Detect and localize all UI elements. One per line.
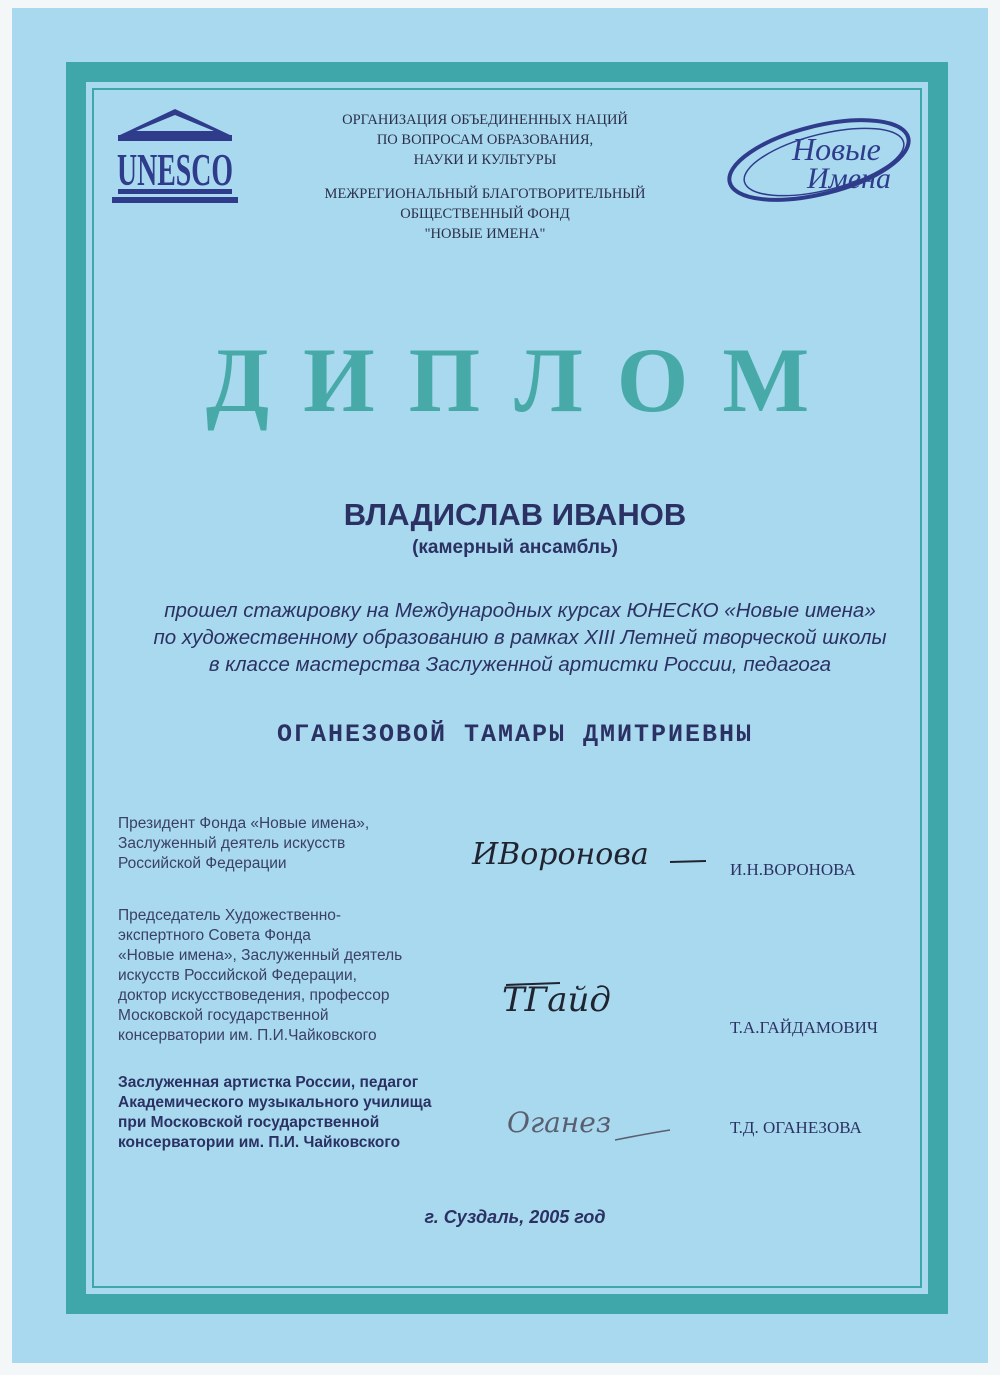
signatory-title-line: Московской государственной: [118, 1007, 329, 1024]
signatory-title-line: экспертного Совета Фонда: [118, 927, 311, 944]
signatory-title-line: Председатель Художественно-: [118, 907, 342, 924]
description-line: в классе мастерства Заслуженной артистки России, педагога: [208, 653, 832, 676]
signatory-title-line: консерватории им. П.И. Чайковского: [118, 1134, 401, 1151]
teacher-name: ОГАНЕЗОВОЙ ТАМАРЫ ДМИТРИЕВНЫ: [276, 720, 754, 749]
recipient-name: ВЛАДИСЛАВ ИВАНОВ: [343, 497, 687, 532]
signature-oganezova: [505, 1100, 685, 1150]
recipient-subtitle: (камерный ансамбль): [412, 537, 618, 558]
svg-text:Оганез: Оганез: [507, 1106, 612, 1139]
signatory-name-3: Т.Д. ОГАНЕЗОВА: [730, 1118, 862, 1137]
org-line: НАУКИ И КУЛЬТУРЫ: [413, 152, 557, 168]
new-names-logo-word2: Имена: [807, 162, 892, 195]
signature-voronova: [470, 830, 720, 880]
signatory-title-2: [118, 906, 478, 1046]
signatory-title-3: [118, 1073, 478, 1153]
new-names-logo: [712, 110, 927, 210]
diploma-title: ДИПЛОМ: [205, 329, 844, 431]
signatory-name-1: И.Н.ВОРОНОВА: [730, 860, 856, 879]
svg-text:ТГайд: ТГайд: [502, 980, 611, 1020]
place-date: г. Суздаль, 2005 год: [424, 1207, 606, 1227]
org-line: ОРГАНИЗАЦИЯ ОБЪЕДИНЕННЫХ НАЦИЙ: [342, 112, 628, 128]
description: [95, 597, 945, 678]
fund-line: "НОВЫЕ ИМЕНА": [424, 226, 546, 242]
signatory-title-line: Российской Федерации: [118, 855, 287, 872]
signatory-title-line: при Московской государственной: [118, 1114, 380, 1131]
fund-line: МЕЖРЕГИОНАЛЬНЫЙ БЛАГОТВОРИТЕЛЬНЫЙ: [324, 186, 646, 202]
signatory-title-line: «Новые имена», Заслуженный деятель: [118, 947, 403, 964]
signatory-title-line: искусств Российской Федерации,: [118, 967, 357, 984]
signatory-title-line: доктор искусствоведения, профессор: [118, 987, 390, 1004]
org-line: ПО ВОПРОСАМ ОБРАЗОВАНИЯ,: [376, 132, 594, 148]
unesco-logo-text: UNESCO: [117, 144, 233, 195]
description-line: по художественному образованию в рамках XIII Летней творческой школы: [153, 626, 887, 649]
svg-text:ИВоронова: ИВоронова: [472, 837, 649, 872]
signatory-name-2: Т.А.ГАЙДАМОВИЧ: [730, 1018, 878, 1037]
signatory-title-line: консерватории им. П.И.Чайковского: [118, 1027, 377, 1044]
description-line: прошел стажировку на Международных курсах ЮНЕСКО «Новые имена»: [164, 599, 876, 622]
signatory-title-line: Академического музыкального училища: [118, 1094, 432, 1111]
signature-gaidamovich: [500, 975, 700, 1025]
signatory-title-1: [118, 814, 478, 874]
fund-line: ОБЩЕСТВЕННЫЙ ФОНД: [400, 206, 570, 222]
new-names-logo-word1: Новые: [792, 131, 881, 167]
signatory-title-line: Президент Фонда «Новые имена»,: [118, 815, 370, 832]
signatory-title-line: Заслуженная артистка России, педагог: [118, 1074, 419, 1091]
signatory-title-line: Заслуженный деятель искусств: [118, 835, 346, 852]
unesco-temple-logo: [110, 105, 240, 205]
organization-header: [280, 110, 690, 244]
